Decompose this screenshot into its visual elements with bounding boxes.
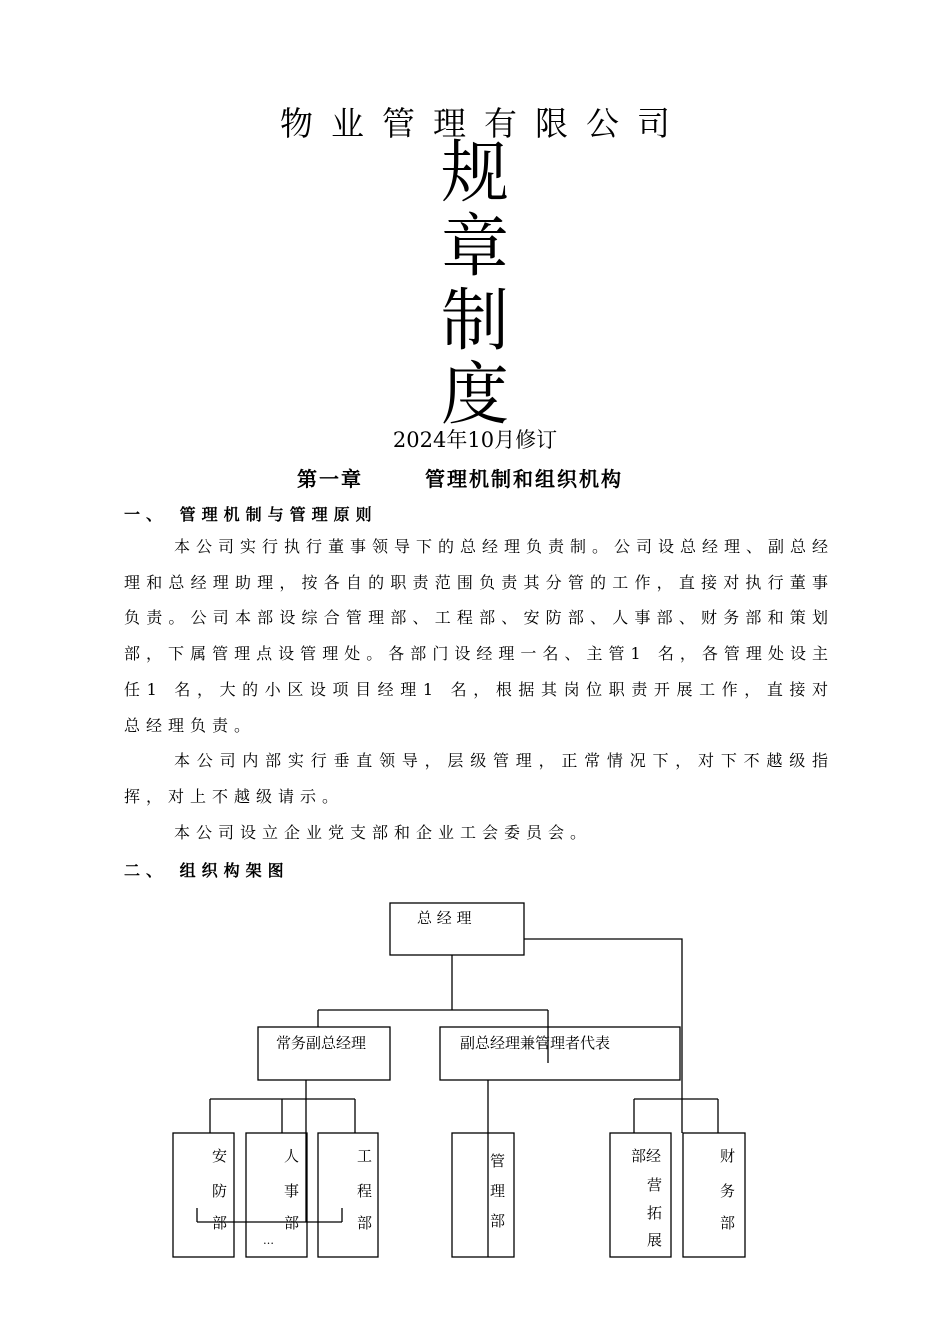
hr-char-3: 部 [284,1214,300,1232]
company-name: 物业管理有限公司 [280,104,688,143]
security-char-1: 安 [212,1147,228,1165]
hr-char-2: 事 [284,1182,300,1200]
section-1-heading: 一、 管理机制与管理原则 [124,505,378,524]
security-char-3: 部 [212,1214,228,1232]
finance-char-1: 财 [720,1147,736,1165]
management-char-1: 管 [490,1152,506,1170]
title-char-4: 度 [440,356,509,435]
title-char-3: 制 [440,282,509,361]
paragraph-2: 本公司内部实行垂直领导，层级管理，正常情况下，对下不越级指挥，对上不越级请示。 [124,751,834,806]
vp1-label: 常务副总经理 [276,1034,367,1052]
chapter-number: 第一章 [297,467,363,491]
paragraph-1: 本公司实行执行董事领导下的总经理负责制。公司设总经理、副总经理和总经理助理，按各自的职责范围负责其分管的工作，直接对执行董事负责。公司本部设综合管理部、工程部、安防部、人事部、财务部和策划部，下属管理点设管理处。各部门设经理一名、主管1 名，各管理处设主任1 名，大的小区设项目经理1 名，根据其岗位职责开展工作，直接对总经理负责。 [124,537,835,735]
ceo-label: 总 经 理 [417,909,472,927]
business-char-2: 营 [647,1176,663,1194]
hr-char-1: 人 [284,1147,300,1165]
revision-date: 2024年10月修订 [392,428,558,452]
title-char-2: 章 [440,208,509,287]
vp2-label: 副总经理兼管理者代表 [460,1034,611,1052]
business-char-1: 部经 [631,1147,662,1165]
hr-dots: … [263,1234,274,1247]
finance-char-2: 务 [720,1182,736,1200]
business-char-3: 拓 [647,1204,663,1222]
security-char-2: 防 [212,1182,228,1200]
title-char-1: 规 [440,134,509,213]
finance-dept-box [683,1133,745,1257]
engineering-char-3: 部 [357,1214,373,1232]
business-char-4: 展 [647,1231,663,1249]
chapter-title: 管理机制和组织机构 [425,467,623,491]
engineering-char-2: 程 [357,1182,373,1200]
management-char-3: 部 [490,1212,506,1230]
section-2-heading: 二、 组织构架图 [124,861,290,880]
paragraph-3: 本公司设立企业党支部和企业工会委员会。 [174,822,593,842]
finance-char-3: 部 [720,1214,736,1232]
engineering-char-1: 工 [357,1147,373,1165]
management-char-2: 理 [490,1182,506,1200]
